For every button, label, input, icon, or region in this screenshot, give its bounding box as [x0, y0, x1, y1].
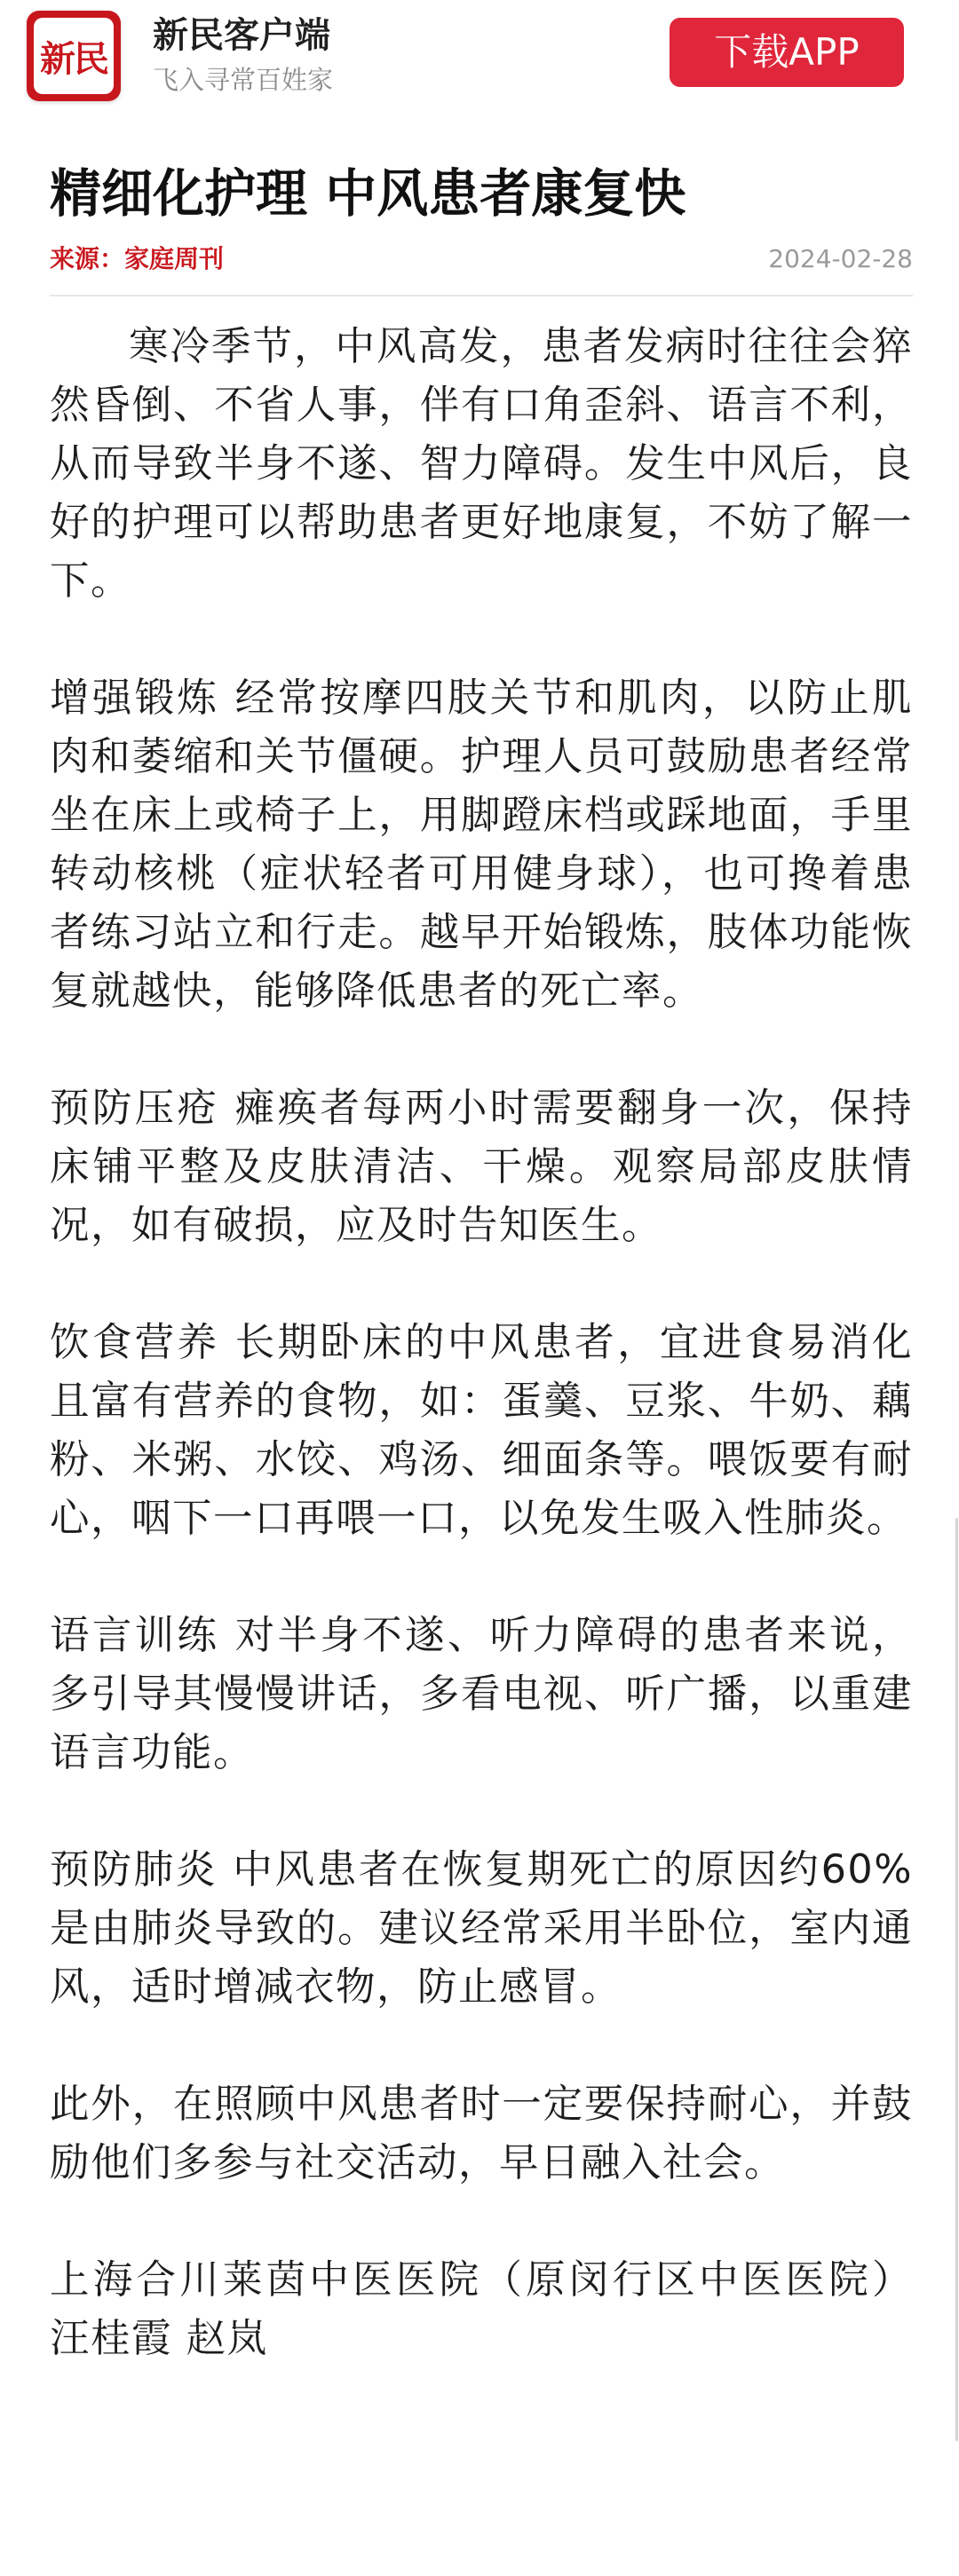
- app-slogan: 飞入寻常百姓家: [153, 65, 334, 95]
- app-name: 新民客户端: [153, 15, 330, 56]
- paragraph-speech-training: 语言训练 对半身不遂、听力障碍的患者来说，多引导其慢慢讲话，多看电视、听广播，以重建语言功能。: [50, 1613, 913, 1775]
- paragraph-exercise: 增强锻炼 经常按摩四肢关节和肌肉，以防止肌肉和萎缩和关节僵硬。护理人员可鼓励患者经常坐在床上或椅子上，用脚蹬床档或踩地面，手里转动核桃（症状轻者可用健身球），也可搀着患者练习站立和行走。越早开始锻炼，肢体功能恢复就越快，能够降低患者的死亡率。: [50, 676, 913, 1014]
- paragraph-pneumonia: 预防肺炎 中风患者在恢复期死亡的原因约60%是由肺炎导致的。建议经常采用半卧位，室内通风，适时增减衣物，防止感冒。: [50, 1847, 913, 2010]
- logo-badge: [34, 18, 114, 94]
- article-source: 来源：家庭周刊: [50, 244, 225, 273]
- paragraph-pressure-sores: 预防压疮 瘫痪者每两小时需要翻身一次，保持床铺平整及皮肤清洁、干燥。观察局部皮肤情况，如有破损，应及时告知医生。: [50, 1086, 913, 1248]
- article-date: 2024-02-28: [768, 244, 913, 273]
- article-title: 精细化护理 中风患者康复快: [50, 163, 686, 224]
- article-body: [50, 318, 913, 2368]
- article: [50, 158, 913, 2427]
- download-app-button[interactable]: 下载APP: [670, 18, 904, 87]
- app-header: [0, 0, 959, 115]
- scrollbar[interactable]: [955, 1518, 958, 2441]
- paragraph-intro: 寒冷季节，中风高发，患者发病时往往会猝然昏倒、不省人事，伴有口角歪斜、语言不利，从而导致半身不遂、智力障碍。发生中风后，良好的护理可以帮助患者更好地康复，不妨了解一下。: [50, 324, 913, 604]
- logo-text: 新民: [40, 37, 107, 80]
- app-logo[interactable]: [27, 11, 121, 101]
- article-meta: [50, 240, 913, 296]
- paragraph-nutrition: 饮食营养 长期卧床的中风患者，宜进食易消化且富有营养的食物，如：蛋羹、豆浆、牛奶、藕粉、米粥、水饺、鸡汤、细面条等。喂饭要有耐心，咽下一口再喂一口，以免发生吸入性肺炎。: [50, 1320, 913, 1541]
- paragraph-author: 上海合川莱茵中医医院（原闵行区中医医院） 汪桂霞 赵岚: [50, 2257, 913, 2361]
- paragraph-conclusion: 此外，在照顾中风患者时一定要保持耐心，并鼓励他们多参与社交活动，早日融入社会。: [50, 2082, 913, 2185]
